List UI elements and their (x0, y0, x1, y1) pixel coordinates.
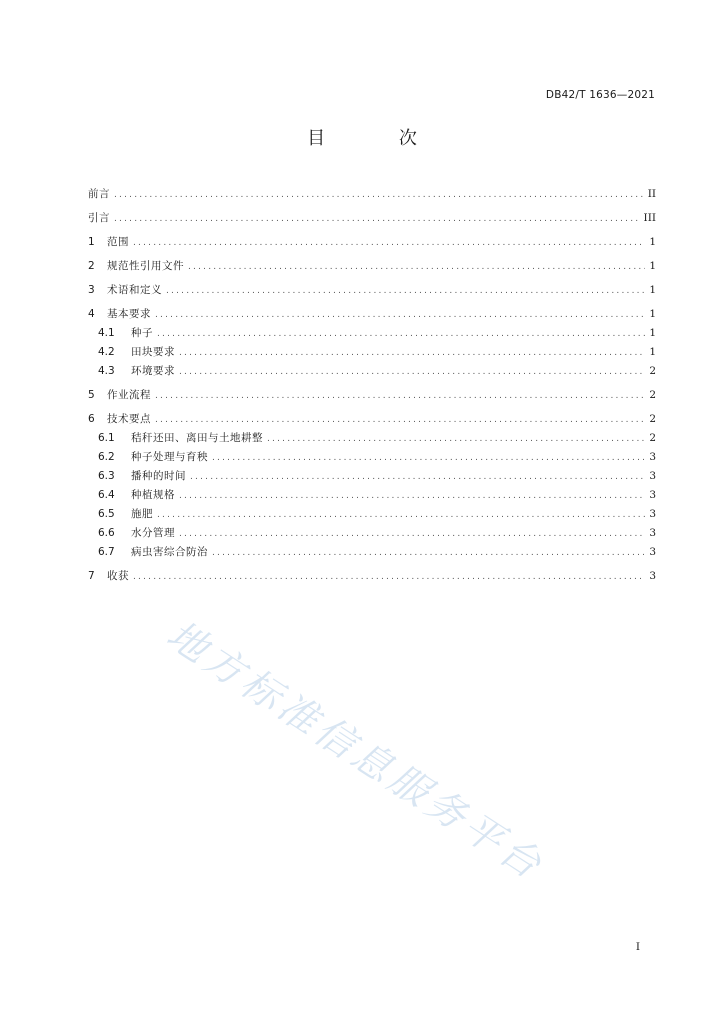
toc-page-number: 2 (649, 432, 656, 444)
toc-entry-4[interactable] (88, 306, 656, 325)
toc-dot-leader (114, 190, 644, 200)
toc-dot-leader (190, 472, 645, 482)
toc-entry-5[interactable] (88, 387, 656, 406)
toc-dot-leader (179, 491, 645, 501)
toc-page-number: 3 (649, 508, 656, 520)
toc-entry-label: 范围 (107, 236, 129, 248)
toc-page-number: 2 (649, 413, 656, 425)
toc-entry-label: 播种的时间 (131, 470, 186, 482)
toc-dot-leader (212, 453, 645, 463)
toc-page-number: 3 (649, 470, 656, 482)
toc-entry-label: 基本要求 (107, 308, 151, 320)
toc-entry-6[interactable] (88, 411, 656, 430)
toc-entry-introduction[interactable] (88, 210, 656, 229)
toc-entry-label: 施肥 (131, 508, 153, 520)
toc-entry-label: 规范性引用文件 (107, 260, 184, 272)
toc-entry-label: 种子处理与育秧 (131, 451, 208, 463)
toc-page-number: 3 (649, 451, 656, 463)
toc-dot-leader (114, 214, 640, 224)
toc-dot-leader (157, 329, 645, 339)
toc-entry-number: 5 (88, 389, 95, 401)
toc-entry-4-1[interactable] (88, 325, 656, 344)
toc-page-number: 1 (649, 284, 656, 296)
toc-entry-6-1[interactable] (88, 430, 656, 449)
toc-dot-leader (133, 572, 645, 582)
toc-entry-6-6[interactable] (88, 525, 656, 544)
toc-entry-number: 6.4 (98, 489, 115, 501)
toc-entry-label: 引言 (88, 212, 110, 224)
page-title: 目 次 (307, 128, 451, 149)
toc-entry-number: 4.1 (98, 327, 115, 339)
table-of-contents (88, 186, 656, 587)
toc-entry-label: 术语和定义 (107, 284, 162, 296)
toc-entry-number: 6.3 (98, 470, 115, 482)
document-code: DB42/T 1636—2021 (545, 89, 655, 101)
toc-entry-6-5[interactable] (88, 506, 656, 525)
toc-entry-number: 6.2 (98, 451, 115, 463)
toc-dot-leader (179, 529, 645, 539)
toc-dot-leader (179, 348, 645, 358)
toc-dot-leader (267, 434, 645, 444)
toc-entry-label: 前言 (88, 188, 110, 200)
toc-entry-number: 2 (88, 260, 95, 272)
toc-dot-leader (157, 510, 645, 520)
page-number: I (635, 941, 640, 953)
toc-entry-label: 秸秆还田、离田与土地耕整 (131, 432, 263, 444)
toc-entry-number: 4 (88, 308, 95, 320)
toc-entry-3[interactable] (88, 282, 656, 301)
toc-entry-label: 环境要求 (131, 365, 175, 377)
toc-page-number: 1 (649, 327, 656, 339)
toc-entry-label: 收获 (107, 570, 129, 582)
toc-dot-leader (212, 548, 645, 558)
toc-page-number: 1 (649, 346, 656, 358)
toc-page-number: 3 (649, 527, 656, 539)
toc-entry-1[interactable] (88, 234, 656, 253)
toc-entry-7[interactable] (88, 568, 656, 587)
toc-entry-4-2[interactable] (88, 344, 656, 363)
toc-page-number: 3 (649, 546, 656, 558)
toc-entry-number: 6.5 (98, 508, 115, 520)
toc-dot-leader (155, 391, 645, 401)
toc-entry-number: 6 (88, 413, 95, 425)
toc-entry-label: 种子 (131, 327, 153, 339)
toc-dot-leader (155, 310, 645, 320)
toc-page-number: 3 (649, 489, 656, 501)
toc-entry-number: 4.3 (98, 365, 115, 377)
toc-entry-label: 水分管理 (131, 527, 175, 539)
toc-dot-leader (155, 415, 645, 425)
toc-entry-label: 技术要点 (107, 413, 151, 425)
toc-entry-6-4[interactable] (88, 487, 656, 506)
toc-dot-leader (133, 238, 645, 248)
toc-entry-label: 病虫害综合防治 (131, 546, 208, 558)
toc-page-number: 2 (649, 389, 656, 401)
toc-entry-label: 田块要求 (131, 346, 175, 358)
toc-page-number: 1 (649, 260, 656, 272)
toc-page-number: III (643, 212, 656, 224)
toc-page-number: 3 (649, 570, 656, 582)
toc-entry-number: 6.7 (98, 546, 115, 558)
toc-page-number: II (647, 188, 656, 200)
toc-dot-leader (179, 367, 645, 377)
toc-entry-4-3[interactable] (88, 363, 656, 382)
toc-entry-6-3[interactable] (88, 468, 656, 487)
toc-entry-label: 种植规格 (131, 489, 175, 501)
toc-page-number: 2 (649, 365, 656, 377)
toc-dot-leader (188, 262, 645, 272)
watermark: 地方标准信息服务平台 (158, 612, 553, 890)
toc-entry-6-7[interactable] (88, 544, 656, 563)
toc-entry-label: 作业流程 (107, 389, 151, 401)
toc-entry-number: 4.2 (98, 346, 115, 358)
toc-dot-leader (166, 286, 645, 296)
toc-entry-number: 6.6 (98, 527, 115, 539)
toc-entry-2[interactable] (88, 258, 656, 277)
toc-entry-number: 1 (88, 236, 95, 248)
toc-entry-6-2[interactable] (88, 449, 656, 468)
toc-entry-preface[interactable] (88, 186, 656, 205)
toc-page-number: 1 (649, 308, 656, 320)
toc-entry-number: 6.1 (98, 432, 115, 444)
toc-entry-number: 7 (88, 570, 95, 582)
toc-entry-number: 3 (88, 284, 95, 296)
toc-page-number: 1 (649, 236, 656, 248)
